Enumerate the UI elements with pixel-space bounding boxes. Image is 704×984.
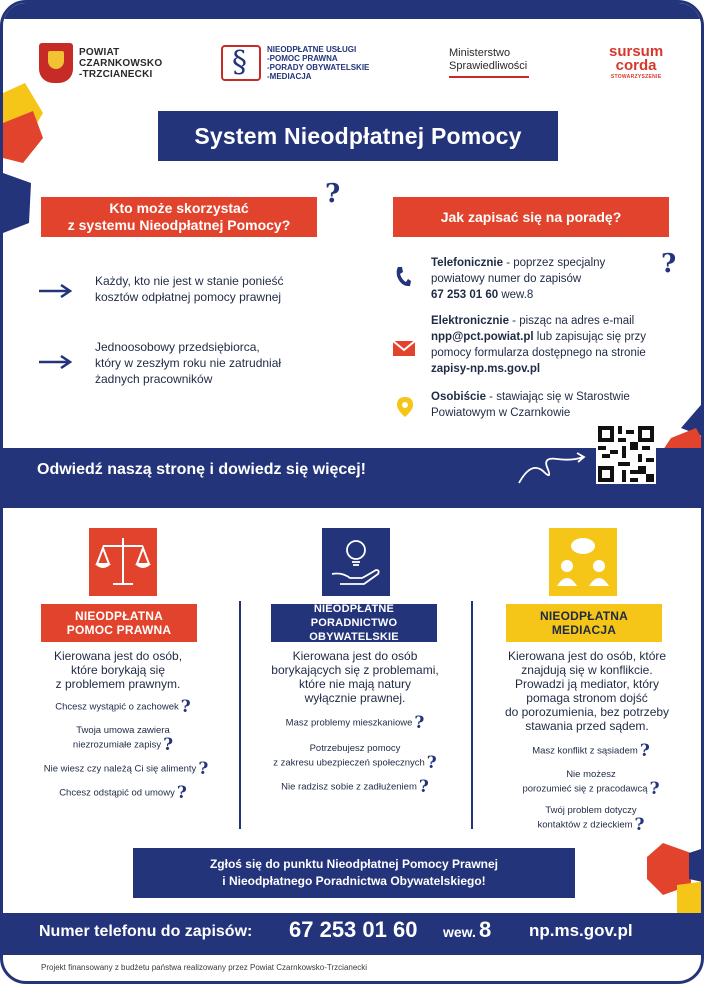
question-text: Twoja umowa zawiera: [76, 725, 170, 736]
question-item: [27, 761, 225, 777]
question-text: Masz problemy mieszkaniowe: [285, 717, 413, 729]
desc-line: wyłącznie prawnej.: [304, 691, 406, 705]
desc-line: Prowadzi ją mediator, który: [514, 677, 660, 691]
who-item-line: kosztów odpłatnej pomocy prawnej: [95, 290, 282, 304]
question-item: [255, 743, 455, 771]
cta-line: i Nieodpłatnego Poradnictwa Obywatelskiego!: [222, 874, 486, 888]
col-title-line: POMOC PRAWNA: [66, 623, 172, 637]
nu-line: NIEODPŁATNE USŁUGI: [267, 45, 357, 54]
column-divider: [239, 601, 241, 829]
sursum-small: STOWARZYSZENIE: [610, 74, 662, 80]
sursum-corda-logo: [609, 45, 663, 81]
who-heading-line: Kto może skorzystać: [109, 200, 249, 216]
bulb-hand-icon: [322, 528, 390, 596]
cta-line: Zgłoś się do punktu Nieodpłatnej Pomocy Prawnej: [209, 857, 499, 871]
desc-line: pomaga stronom dojść: [526, 691, 648, 705]
phone-text: powiatowy numer do zapisów: [431, 273, 582, 285]
question-mark-icon: ?: [426, 753, 437, 773]
ministry-line: Sprawiedliwości: [449, 60, 528, 72]
footer-phone-ext: 8: [479, 917, 492, 942]
question-mark-icon: ?: [176, 783, 187, 803]
nu-text: [267, 45, 369, 81]
arrow-right-icon: [39, 284, 73, 298]
qr-code-icon: [598, 426, 654, 482]
phone-icon: [395, 266, 411, 288]
question-item: [33, 785, 213, 801]
desc-line: Kierowana jest do osób, które: [507, 649, 667, 663]
who-heading: [41, 197, 317, 237]
inperson-text: Powiatowym w Czarnkowie: [431, 407, 571, 419]
crest-icon: [39, 43, 73, 83]
question-item: [33, 725, 213, 753]
question-mark-icon: ?: [198, 759, 209, 779]
question-item: [33, 699, 213, 715]
footer-phone-wew: wew.: [443, 924, 476, 940]
desc-line: borykających się z problemami,: [271, 663, 439, 677]
question-text: z zakresu ubezpieczeń społecznych: [273, 757, 425, 769]
nu-logo: [221, 45, 369, 81]
sursum-line: sursum: [609, 43, 664, 60]
question-mark-icon: ?: [634, 815, 645, 835]
call-to-action: [133, 848, 575, 898]
corda-line: corda: [615, 57, 657, 74]
col-title-civic-advice: [271, 604, 437, 642]
question-item: [499, 769, 683, 797]
powiat-logo: [39, 43, 162, 83]
nu-line: -PORADY OBYWATELSKIE: [267, 63, 370, 72]
col-title-line: NIEODPŁATNA: [75, 609, 163, 623]
phone-label: Telefonicznie: [431, 257, 503, 269]
col-title-line: MEDIACJA: [551, 623, 617, 637]
inperson-text: - stawiając się w Starostwie: [485, 391, 630, 403]
email-text: pomocy formularza dostępnego na stronie: [431, 347, 646, 359]
desc-line: które nie mają natury: [298, 677, 412, 691]
desc-line: z problemem prawnym.: [55, 677, 181, 691]
powiat-line: CZARNKOWSKO: [79, 57, 163, 69]
desc-line: znajdują się w konflikcie.: [521, 663, 653, 677]
signup-inperson: [431, 389, 630, 421]
question-text: Nie radzisz sobie z zadłużeniem: [281, 781, 417, 793]
qr-code[interactable]: [596, 424, 656, 484]
phone-number: 67 253 01 60: [431, 289, 499, 301]
scales-icon: [89, 528, 157, 596]
question-mark-icon: ?: [649, 779, 660, 799]
signup-email: [431, 313, 646, 377]
question-mark-icon: ?: [414, 713, 425, 733]
signup-site: zapisy-np.ms.gov.pl: [431, 363, 541, 375]
who-item-line: żadnych pracowników: [95, 372, 213, 386]
location-pin-icon: [397, 397, 413, 417]
footer-phone-number: 67 253 01 60: [289, 917, 418, 942]
col-title-line: PORADNICTWO OBYWATELSKIE: [309, 617, 399, 643]
ministry-bar: [449, 76, 529, 78]
email-text: lub zapisując się przy: [533, 331, 647, 343]
desc-line: stawania przed sądem.: [525, 719, 649, 733]
question-mark-icon: ?: [180, 697, 191, 717]
signup-heading: Jak zapisać się na poradę?: [393, 197, 669, 237]
phone-text: - poprzez specjalny: [503, 257, 606, 269]
desc-line: Kierowana jest do osób: [292, 649, 418, 663]
inperson-label: Osobiście: [431, 391, 486, 403]
who-item: [95, 273, 284, 305]
powiat-line: POWIAT: [79, 46, 120, 58]
arrow-right-icon: [39, 355, 73, 369]
question-item: [265, 779, 445, 795]
ministry-line: Ministerstwo: [449, 47, 511, 59]
who-item-line: Jednoosobowy przedsiębiorca,: [95, 340, 260, 354]
desc-line: Kierowana jest do osób,: [53, 649, 183, 663]
website-band-text: Odwiedź naszą stronę i dowiedz się więcej!: [37, 461, 366, 478]
email-address: npp@pct.powiat.pl: [431, 331, 534, 343]
question-item: [503, 743, 679, 759]
question-text: kontaktów z dzieckiem: [537, 819, 633, 831]
powiat-name: [79, 47, 162, 80]
dialogue-icon: [549, 528, 617, 596]
question-text: Potrzebujesz pomocy: [309, 743, 401, 754]
who-heading-line: z systemu Nieodpłatnej Pomocy?: [67, 217, 291, 233]
top-bar: [3, 3, 704, 19]
question-text: Nie możesz: [566, 769, 616, 780]
col-title-line: NIEODPŁATNA: [540, 609, 628, 623]
paragraph-icon: [221, 45, 261, 81]
question-mark-icon: ?: [163, 735, 174, 755]
phone-ext: wew.8: [498, 289, 534, 301]
question-mark-icon: ?: [418, 777, 429, 797]
col-desc-mediation: [489, 649, 685, 733]
question-text: Twój problem dotyczy: [545, 805, 637, 816]
who-item: [95, 339, 281, 387]
question-item: [503, 805, 679, 833]
question-item: [265, 715, 445, 731]
question-mark-icon: ?: [639, 741, 650, 761]
who-item-line: który w zeszłym roku nie zatrudniał: [95, 356, 282, 370]
col-title-mediation: [506, 604, 662, 642]
question-mark-icon: ?: [661, 249, 677, 279]
decor-hexagons-bottom-right: [643, 843, 704, 913]
who-item-line: Każdy, kto nie jest w stanie ponieść: [95, 274, 284, 288]
footer-phone-label: Numer telefonu do zapisów:: [39, 923, 253, 940]
decor-hexagons-left: [3, 83, 43, 243]
mail-icon: [393, 341, 415, 356]
column-divider: [471, 601, 473, 829]
page-title: System Nieodpłatnej Pomocy: [158, 111, 558, 161]
signup-phone: [431, 255, 605, 303]
question-text: niezrozumiałe zapisy: [72, 739, 162, 751]
question-text: Chcesz odstąpić od umowy: [59, 787, 175, 799]
swirl-arrow-icon: [517, 451, 589, 485]
desc-line: do porozumienia, bez potrzeby: [504, 705, 670, 719]
col-desc-legal-aid: [23, 649, 213, 691]
col-title-line: NIEODPŁATNE: [313, 603, 395, 615]
col-title-legal-aid: [41, 604, 197, 642]
desc-line: które borykają się: [70, 663, 166, 677]
question-text: Chcesz wystąpić o zachowek: [55, 701, 179, 713]
footer-website-link[interactable]: np.ms.gov.pl: [529, 921, 633, 940]
nu-line: -MEDIACJA: [267, 72, 312, 81]
email-text: - pisząc na adres e-mail: [508, 315, 635, 327]
col-desc-civic-advice: [253, 649, 457, 705]
funding-note: Projekt finansowany z budżetu państwa realizowany przez Powiat Czarnkowsko-Trzcianecki: [41, 963, 368, 972]
nu-line: -POMOC PRAWNA: [267, 54, 338, 63]
email-label: Elektronicznie: [431, 315, 509, 327]
question-text: porozumieć się z pracodawcą: [522, 783, 648, 795]
question-text: Masz konflikt z sąsiadem: [532, 745, 638, 757]
powiat-line: -TRZCIANECKI: [79, 68, 153, 80]
ministry-logo: [449, 47, 529, 78]
question-text: Nie wiesz czy należą Ci się alimenty: [43, 763, 197, 775]
question-mark-icon: ?: [325, 179, 341, 209]
